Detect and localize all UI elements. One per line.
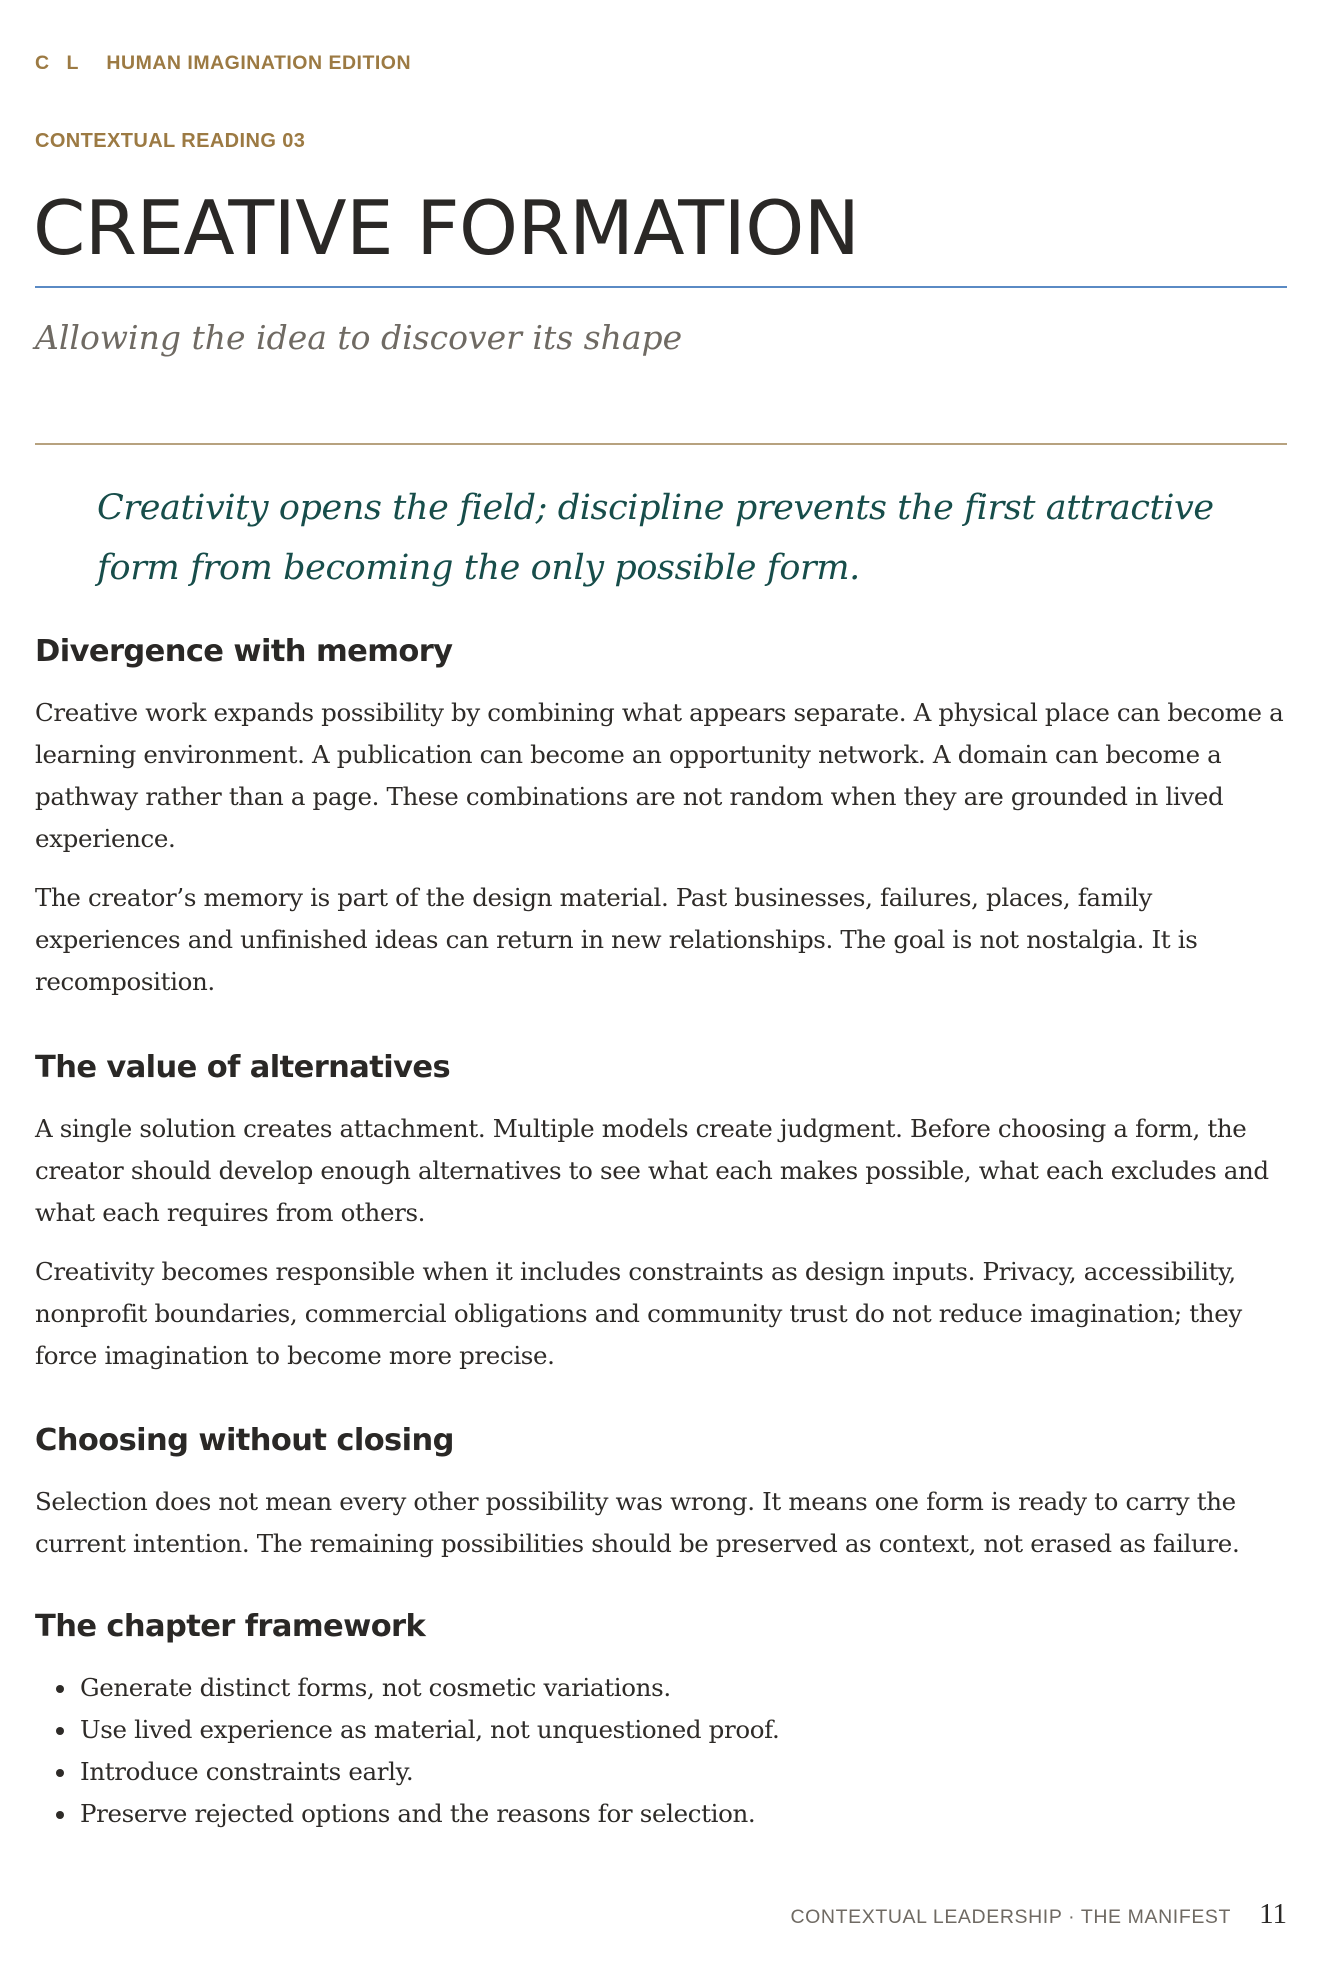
edition-label: HUMAN IMAGINATION EDITION xyxy=(106,52,412,74)
body-paragraph: A single solution creates attachment. Multiple models create judgment. Before choosing a form, the creator should develop enough alternatives to see what each makes possible, what each excludes and what each requires from others. xyxy=(35,1114,1269,1227)
list-item: Use lived experience as material, not unquestioned proof. xyxy=(35,1709,1287,1751)
section-heading: The value of alternatives xyxy=(35,1050,450,1085)
body-paragraph: Creative work expands possibility by combining what appears separate. A physical place can become a learning environment. A publication can become an opportunity network. A domain can become a pathway rather than a page. These combinations are not random when they are grounded in lived experience. xyxy=(35,698,1284,853)
body-paragraph: Creativity becomes responsible when it includes constraints as design inputs. Privacy, accessibility, nonprofit boundaries, commercial obligations and community trust do not reduce imagination; they force imagination to become more precise. xyxy=(35,1257,1242,1370)
quote-divider xyxy=(35,443,1287,445)
list-item: Preserve rejected options and the reasons for selection. xyxy=(35,1793,1287,1835)
pull-quote: Creativity opens the field; discipline prevents the first attractive form from becoming the only possible form. xyxy=(97,488,1214,588)
page-title: CREATIVE FORMATION xyxy=(33,184,860,272)
list-item: Introduce constraints early. xyxy=(35,1751,1287,1793)
section-chapter-framework xyxy=(35,1607,1287,1835)
running-title: CONTEXTUAL LEADERSHIP · THE MANIFEST xyxy=(790,1906,1232,1928)
framework-list xyxy=(35,1667,1287,1835)
section-heading: The chapter framework xyxy=(35,1609,426,1644)
section-divergence-with-memory xyxy=(35,632,1287,1020)
brand-monogram: C L xyxy=(35,52,85,74)
title-divider xyxy=(35,286,1287,288)
page-number: 11 xyxy=(1259,1898,1287,1930)
section-heading: Divergence with memory xyxy=(35,634,453,669)
section-choosing-without-closing xyxy=(35,1421,1287,1582)
brand-header xyxy=(35,52,411,75)
section-value-of-alternatives xyxy=(35,1048,1287,1394)
reading-eyebrow: CONTEXTUAL READING 03 xyxy=(35,130,306,152)
body-paragraph: Selection does not mean every other possibility was wrong. It means one form is ready to carry the current intention. The remaining possibilities should be preserved as context, not erased as failure. xyxy=(35,1487,1240,1558)
body-paragraph: The creator’s memory is part of the design material. Past businesses, failures, places, family experiences and unfinished ideas can return in new relationships. The goal is not nostalgia. It is recomposition. xyxy=(35,883,1198,996)
section-heading: Choosing without closing xyxy=(35,1423,454,1458)
page-subtitle: Allowing the idea to discover its shape xyxy=(35,318,683,357)
page-footer xyxy=(790,1898,1287,1931)
list-item: Generate distinct forms, not cosmetic variations. xyxy=(35,1667,1287,1709)
